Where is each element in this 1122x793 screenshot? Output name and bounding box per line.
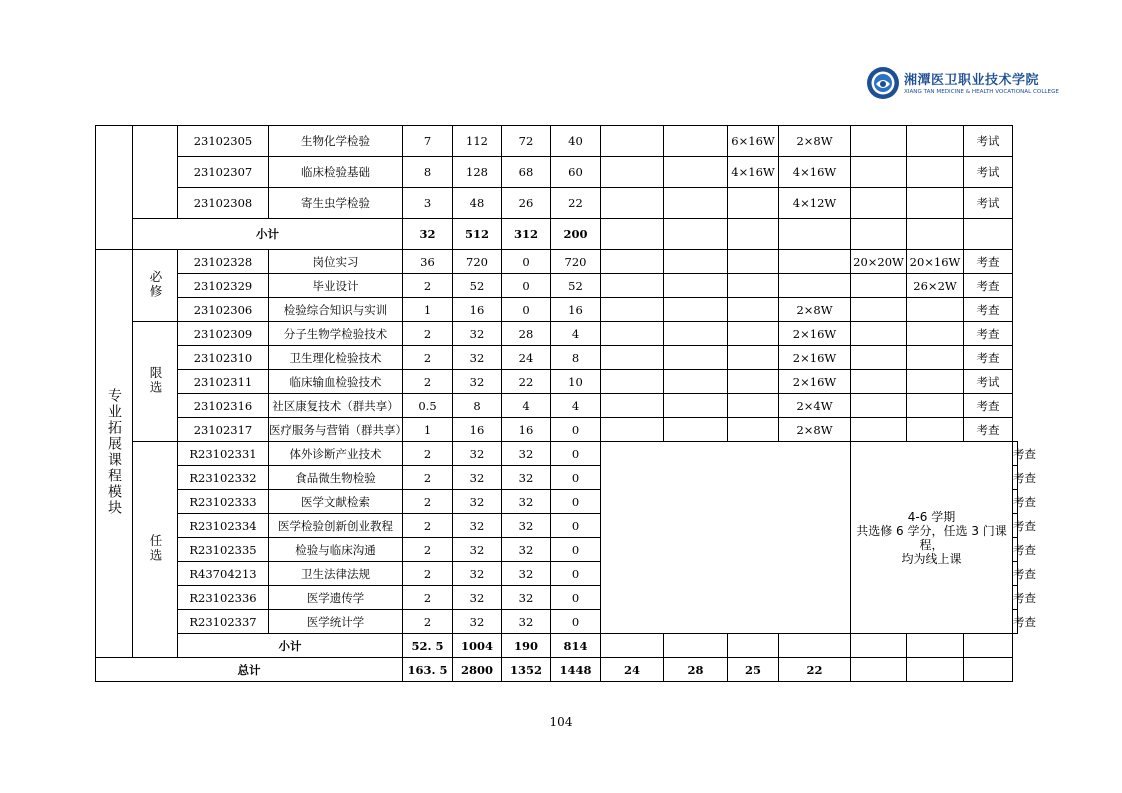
exam-type: 考查 — [1013, 514, 1018, 538]
cell-practice: 40 — [551, 126, 601, 157]
course-name: 岗位实习 — [269, 250, 403, 274]
course-code: R23102334 — [178, 514, 269, 538]
empty-cell — [964, 658, 1013, 682]
course-name: 医疗服务与营销（群共享） — [269, 418, 403, 442]
cell-c6: 26×2W — [907, 274, 964, 298]
empty-cell — [728, 298, 779, 322]
cell-credit: 36 — [403, 250, 453, 274]
course-code: R23102336 — [178, 586, 269, 610]
table-row — [96, 250, 1018, 274]
group-elective-label: 任选 — [148, 533, 163, 563]
exam-type: 考试 — [964, 188, 1013, 219]
cell-practice: 0 — [551, 514, 601, 538]
cell-theory: 4 — [502, 394, 551, 418]
cell-c4: 2×16W — [779, 346, 851, 370]
cell-practice: 4 — [551, 394, 601, 418]
empty-cell — [664, 394, 728, 418]
empty-cell — [907, 634, 964, 658]
college-logo — [866, 64, 1059, 104]
cell-practice: 0 — [551, 466, 601, 490]
empty-cell — [907, 346, 964, 370]
cell-theory: 32 — [502, 442, 551, 466]
grand-total-total: 2800 — [453, 658, 502, 682]
empty-cell — [728, 219, 779, 250]
empty-cell — [728, 274, 779, 298]
cell-total: 720 — [453, 250, 502, 274]
cell-c6 — [907, 157, 964, 188]
empty-cell — [601, 370, 664, 394]
cell-total: 32 — [453, 442, 502, 466]
cell-theory: 28 — [502, 322, 551, 346]
exam-type: 考查 — [964, 322, 1013, 346]
course-name: 体外诊断产业技术 — [269, 442, 403, 466]
table-row — [96, 442, 1018, 466]
cell-credit: 2 — [403, 466, 453, 490]
cell-credit: 2 — [403, 346, 453, 370]
exam-type: 考试 — [964, 157, 1013, 188]
cell-credit: 8 — [403, 157, 453, 188]
course-name: 卫生理化检验技术 — [269, 346, 403, 370]
group-required — [133, 250, 178, 322]
empty-cell — [851, 394, 907, 418]
empty-cell — [601, 394, 664, 418]
cell-total: 32 — [453, 586, 502, 610]
cell-total: 48 — [453, 188, 502, 219]
exam-type: 考查 — [1013, 466, 1018, 490]
course-name: 生物化学检验 — [269, 126, 403, 157]
empty-cell — [664, 634, 728, 658]
exam-type: 考查 — [964, 418, 1013, 442]
table-row — [96, 370, 1018, 394]
empty-cell — [851, 346, 907, 370]
empty-cell — [907, 370, 964, 394]
group-elective — [133, 442, 178, 658]
subtotal-practice: 814 — [551, 634, 601, 658]
course-name: 医学遗传学 — [269, 586, 403, 610]
empty-cell — [601, 634, 664, 658]
empty-cell — [851, 418, 907, 442]
cell-c5: 20×20W — [851, 250, 907, 274]
subtotal-label: 小计 — [133, 219, 403, 250]
course-code: 23102306 — [178, 298, 269, 322]
table-row — [96, 298, 1018, 322]
exam-type: 考查 — [1013, 586, 1018, 610]
course-name: 寄生虫学检验 — [269, 188, 403, 219]
cell-c5 — [851, 274, 907, 298]
cell-c2 — [664, 188, 728, 219]
cell-theory: 22 — [502, 370, 551, 394]
empty-cell — [601, 346, 664, 370]
empty-cell — [907, 394, 964, 418]
empty-cell — [664, 322, 728, 346]
table-row — [96, 322, 1018, 346]
empty-cell — [601, 250, 664, 274]
cell-theory: 0 — [502, 274, 551, 298]
cell-practice: 0 — [551, 586, 601, 610]
cell-total: 32 — [453, 322, 502, 346]
cell-c1 — [601, 157, 664, 188]
exam-type: 考查 — [1013, 610, 1018, 634]
empty-cell — [851, 322, 907, 346]
cell-total: 32 — [453, 490, 502, 514]
subtotal-credit: 52. 5 — [403, 634, 453, 658]
cell-c4: 2×8W — [779, 298, 851, 322]
course-code: 23102316 — [178, 394, 269, 418]
empty-cell — [851, 658, 907, 682]
empty-cell — [779, 634, 851, 658]
cell-practice: 60 — [551, 157, 601, 188]
table-row — [96, 188, 1018, 219]
grand-total-c4: 22 — [779, 658, 851, 682]
cell-credit: 2 — [403, 538, 453, 562]
cell-c2 — [664, 126, 728, 157]
cell-practice: 52 — [551, 274, 601, 298]
cell-practice: 16 — [551, 298, 601, 322]
cell-practice: 0 — [551, 490, 601, 514]
cell-theory: 32 — [502, 514, 551, 538]
course-name: 食品微生物检验 — [269, 466, 403, 490]
empty-cell — [907, 658, 964, 682]
cell-practice: 0 — [551, 610, 601, 634]
course-name: 检验综合知识与实训 — [269, 298, 403, 322]
course-code: R43704213 — [178, 562, 269, 586]
course-code: R23102335 — [178, 538, 269, 562]
course-name: 临床检验基础 — [269, 157, 403, 188]
cell-c5 — [851, 298, 907, 322]
table-row — [96, 274, 1018, 298]
cell-practice: 8 — [551, 346, 601, 370]
course-name: 医学文献检索 — [269, 490, 403, 514]
grand-total-c2: 28 — [664, 658, 728, 682]
cell-credit: 7 — [403, 126, 453, 157]
subtotal-practice: 200 — [551, 219, 601, 250]
cell-c4: 2×16W — [779, 370, 851, 394]
college-emblem-icon — [866, 66, 900, 100]
exam-type: 考查 — [964, 250, 1013, 274]
grand-total-c3: 25 — [728, 658, 779, 682]
cell-c2 — [664, 157, 728, 188]
cell-credit: 3 — [403, 188, 453, 219]
table-row — [96, 157, 1018, 188]
subtotal-credit: 32 — [403, 219, 453, 250]
course-code: R23102337 — [178, 610, 269, 634]
curriculum-table — [95, 125, 1036, 682]
exam-type: 考试 — [964, 370, 1013, 394]
cell-c4: 2×8W — [779, 418, 851, 442]
table-row — [96, 346, 1018, 370]
cell-theory: 32 — [502, 538, 551, 562]
empty-cell — [779, 219, 851, 250]
exam-type: 考查 — [964, 274, 1013, 298]
cell-total: 8 — [453, 394, 502, 418]
cell-theory: 0 — [502, 298, 551, 322]
cell-practice: 0 — [551, 442, 601, 466]
table-row — [96, 126, 1018, 157]
cell-theory: 32 — [502, 586, 551, 610]
cell-theory: 32 — [502, 466, 551, 490]
empty-cell — [728, 634, 779, 658]
cell-c1 — [601, 126, 664, 157]
cell-credit: 2 — [403, 274, 453, 298]
cell-c4: 2×8W — [779, 126, 851, 157]
cell-c3: 6×16W — [728, 126, 779, 157]
cell-credit: 1 — [403, 298, 453, 322]
course-code: 23102305 — [178, 126, 269, 157]
group-cell-continued — [133, 126, 178, 219]
empty-cell — [664, 346, 728, 370]
cell-c4: 4×12W — [779, 188, 851, 219]
cell-theory: 32 — [502, 490, 551, 514]
college-name: 湘潭医卫职业技术学院 — [904, 73, 1040, 88]
cell-practice: 0 — [551, 418, 601, 442]
cell-total: 128 — [453, 157, 502, 188]
cell-credit: 2 — [403, 322, 453, 346]
cell-credit: 2 — [403, 490, 453, 514]
cell-c4: 2×16W — [779, 322, 851, 346]
cell-practice: 10 — [551, 370, 601, 394]
empty-cell — [664, 298, 728, 322]
cell-c5 — [851, 188, 907, 219]
exam-type: 考查 — [1013, 442, 1018, 466]
cell-total: 16 — [453, 418, 502, 442]
cell-total: 32 — [453, 370, 502, 394]
empty-cell — [664, 418, 728, 442]
empty-cell — [964, 219, 1013, 250]
grand-total-label: 总计 — [96, 658, 403, 682]
group-limited — [133, 322, 178, 442]
cell-practice: 0 — [551, 538, 601, 562]
grand-total-practice: 1448 — [551, 658, 601, 682]
cell-theory: 16 — [502, 418, 551, 442]
subtotal-theory: 312 — [502, 219, 551, 250]
empty-cell — [964, 634, 1013, 658]
exam-type: 考查 — [1013, 562, 1018, 586]
course-name: 检验与临床沟通 — [269, 538, 403, 562]
course-name: 分子生物学检验技术 — [269, 322, 403, 346]
course-code: 23102310 — [178, 346, 269, 370]
empty-cell — [664, 250, 728, 274]
empty-cell — [728, 322, 779, 346]
empty-cell — [601, 418, 664, 442]
exam-type: 考查 — [964, 394, 1013, 418]
cell-total: 16 — [453, 298, 502, 322]
table-row — [96, 394, 1018, 418]
cell-credit: 2 — [403, 442, 453, 466]
group-required-label: 必修 — [148, 269, 163, 299]
cell-theory: 32 — [502, 610, 551, 634]
cell-c5 — [851, 157, 907, 188]
exam-type: 考查 — [1013, 490, 1018, 514]
module-label-text: 专业拓展课程模块 — [106, 388, 122, 516]
course-code: 23102307 — [178, 157, 269, 188]
empty-cell — [601, 322, 664, 346]
cell-theory: 32 — [502, 562, 551, 586]
cell-c3 — [728, 188, 779, 219]
cell-total: 32 — [453, 610, 502, 634]
cell-theory: 24 — [502, 346, 551, 370]
subtotal-row — [96, 219, 1018, 250]
cell-total: 32 — [453, 562, 502, 586]
cell-practice: 0 — [551, 562, 601, 586]
course-code: R23102332 — [178, 466, 269, 490]
empty-cell — [851, 370, 907, 394]
group-limited-label: 限选 — [148, 365, 163, 395]
cell-practice: 720 — [551, 250, 601, 274]
course-code: R23102333 — [178, 490, 269, 514]
course-name: 卫生法律法规 — [269, 562, 403, 586]
cell-c4 — [779, 250, 851, 274]
empty-cell — [601, 274, 664, 298]
elective-note-line: 4-6 学期 — [907, 509, 956, 524]
empty-cell — [728, 394, 779, 418]
cell-theory: 26 — [502, 188, 551, 219]
course-code: 23102328 — [178, 250, 269, 274]
cell-credit: 1 — [403, 418, 453, 442]
cell-c6 — [907, 126, 964, 157]
subtotal-theory: 190 — [502, 634, 551, 658]
exam-type: 考查 — [1013, 538, 1018, 562]
cell-c4 — [779, 274, 851, 298]
cell-practice: 4 — [551, 322, 601, 346]
page-number: 104 — [549, 715, 573, 729]
elective-note-line: 均为线上课 — [901, 551, 962, 566]
college-name-en: XIANG TAN MEDICINE & HEALTH VOCATIONAL COLLEGE — [904, 89, 1059, 95]
empty-cell — [728, 346, 779, 370]
course-name: 医学检验创新创业教程 — [269, 514, 403, 538]
cell-c4: 4×16W — [779, 157, 851, 188]
cell-theory: 72 — [502, 126, 551, 157]
table-row — [96, 418, 1018, 442]
cell-c1 — [601, 188, 664, 219]
cell-total: 32 — [453, 346, 502, 370]
elective-note — [851, 442, 1013, 634]
module-cell-continued — [96, 126, 133, 250]
cell-c6: 20×16W — [907, 250, 964, 274]
course-name: 医学统计学 — [269, 610, 403, 634]
cell-credit: 2 — [403, 610, 453, 634]
exam-type: 考查 — [964, 298, 1013, 322]
grand-total-row — [96, 658, 1018, 682]
empty-cell — [851, 634, 907, 658]
empty-cell — [728, 418, 779, 442]
elective-blank-cell — [601, 442, 851, 514]
empty-cell — [601, 219, 664, 250]
course-code: 23102309 — [178, 322, 269, 346]
empty-cell — [907, 322, 964, 346]
cell-total: 32 — [453, 514, 502, 538]
cell-practice: 22 — [551, 188, 601, 219]
empty-cell — [728, 370, 779, 394]
empty-cell — [664, 274, 728, 298]
empty-cell — [664, 370, 728, 394]
grand-total-theory: 1352 — [502, 658, 551, 682]
elective-blank-cell — [601, 514, 851, 634]
cell-credit: 2 — [403, 586, 453, 610]
course-code: 23102317 — [178, 418, 269, 442]
empty-cell — [907, 219, 964, 250]
subtotal-total: 1004 — [453, 634, 502, 658]
cell-c6 — [907, 188, 964, 219]
grand-total-credit: 163. 5 — [403, 658, 453, 682]
cell-total: 32 — [453, 466, 502, 490]
cell-c6 — [907, 298, 964, 322]
subtotal-total: 512 — [453, 219, 502, 250]
cell-theory: 0 — [502, 250, 551, 274]
empty-cell — [851, 219, 907, 250]
empty-cell — [907, 418, 964, 442]
module-label — [96, 250, 133, 658]
exam-type: 考试 — [964, 126, 1013, 157]
cell-credit: 0.5 — [403, 394, 453, 418]
course-code: 23102329 — [178, 274, 269, 298]
cell-c5 — [851, 126, 907, 157]
cell-total: 52 — [453, 274, 502, 298]
empty-cell — [664, 219, 728, 250]
course-code: R23102331 — [178, 442, 269, 466]
cell-theory: 68 — [502, 157, 551, 188]
cell-credit: 2 — [403, 370, 453, 394]
empty-cell — [601, 298, 664, 322]
course-name: 社区康复技术（群共享） — [269, 394, 403, 418]
course-name: 临床输血检验技术 — [269, 370, 403, 394]
course-code: 23102311 — [178, 370, 269, 394]
cell-credit: 2 — [403, 514, 453, 538]
cell-c3: 4×16W — [728, 157, 779, 188]
grand-total-c1: 24 — [601, 658, 664, 682]
cell-credit: 2 — [403, 562, 453, 586]
elective-note-line: 共选修 6 学分，任选 3 门课程， — [856, 523, 1007, 552]
exam-type: 考查 — [964, 346, 1013, 370]
course-code: 23102308 — [178, 188, 269, 219]
cell-total: 32 — [453, 538, 502, 562]
cell-c4: 2×4W — [779, 394, 851, 418]
course-name: 毕业设计 — [269, 274, 403, 298]
cell-total: 112 — [453, 126, 502, 157]
subtotal-label: 小计 — [178, 634, 403, 658]
subtotal-row — [96, 634, 1018, 658]
empty-cell — [728, 250, 779, 274]
